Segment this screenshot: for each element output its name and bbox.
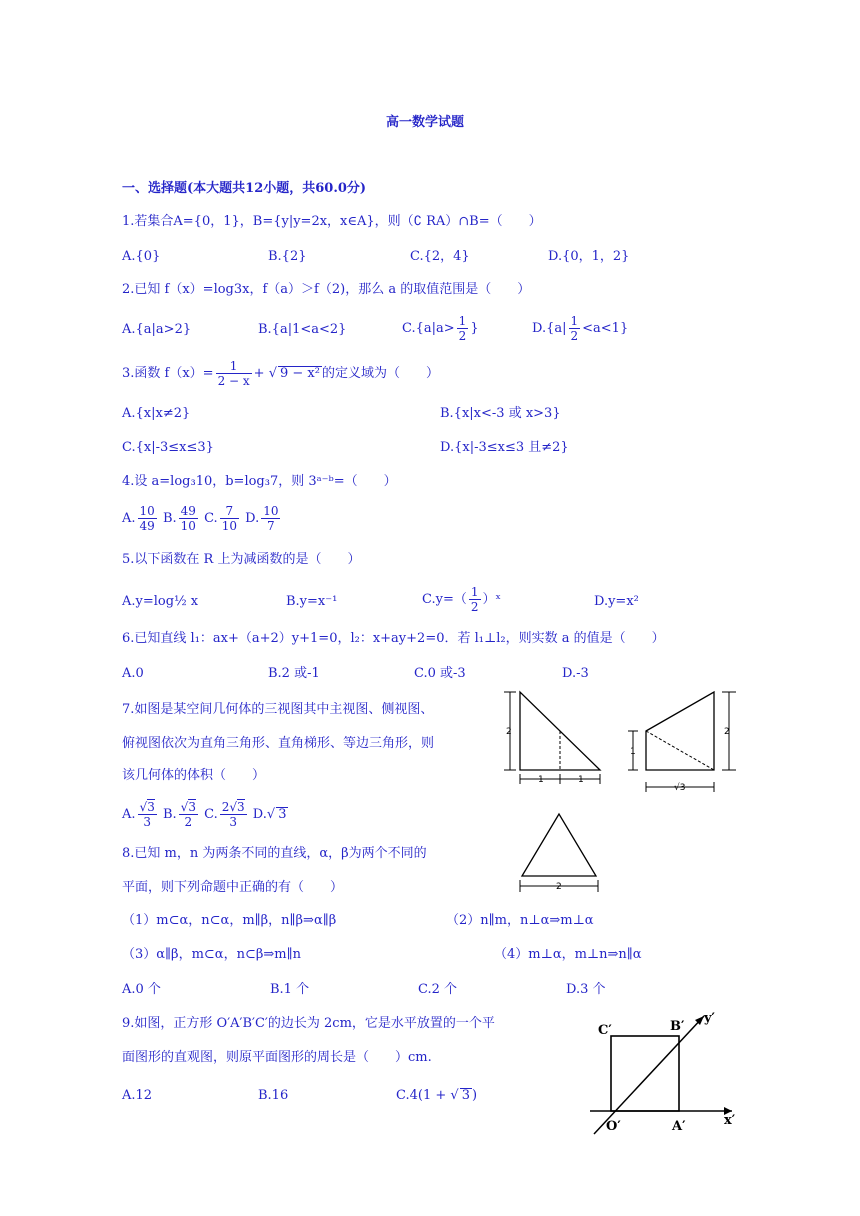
q1-option-c: C.{2，4}: [410, 249, 470, 264]
fraction: $\frac{2√3}{3}$: [221, 800, 245, 829]
fraction: $\frac{10}{49}$: [139, 504, 155, 533]
q8-option-d: D.3 个: [566, 982, 606, 997]
vertex-label-b: B′: [670, 1019, 685, 1034]
sqrt: 3: [278, 807, 287, 822]
q8-option-b: B.1 个: [270, 982, 310, 997]
width-label: 2: [556, 882, 562, 892]
q5-option-b: B.y=x⁻¹: [286, 594, 338, 609]
q6-option-c: C.0 或-3: [414, 666, 466, 681]
height-label: 2: [506, 727, 512, 737]
front-view-figure: [496, 688, 606, 788]
fraction: $\frac{1}{2}$: [470, 585, 479, 614]
q1-option-b: B.{2}: [268, 249, 307, 264]
axis-label-x: x′: [724, 1113, 736, 1128]
fraction: $\frac{1}{2}$: [458, 314, 467, 343]
q6-option-d: D.-3: [562, 666, 589, 681]
q6-option-a: A.0: [122, 666, 144, 681]
question-2-stem: 2.已知 f（x）=log3x，f（a）＞f（2)，那么 a 的取值范围是（ ）: [122, 282, 531, 297]
question-9-line-1: 9.如图，正方形 O′A′B′C′的边长为 2cm，它是水平放置的一个平: [122, 1016, 495, 1031]
question-9-line-2: 面图形的直观图，则原平面图形的周长是（ ）cm.: [122, 1050, 432, 1065]
q3-option-c: C.{x|-3≤x≤3}: [122, 440, 214, 455]
question-6-stem: 6.已知直线 l₁：ax+（a+2）y+1=0，l₂：x+ay+2=0．若 l₁⊥l₂，则实数 a 的值是（ ）: [122, 631, 665, 646]
q8-proposition-2: （2）n∥m，n⊥α⇒m⊥α: [446, 913, 594, 928]
q8-proposition-4: （4）m⊥α，m⊥n⇒n∥α: [494, 947, 642, 962]
page-title: 高一数学试题: [386, 115, 465, 130]
section-heading: 一、选择题(本大题共12小题，共60.0分): [122, 181, 367, 196]
q8-proposition-3: （3）α∥β，m⊂α，n⊂β⇒m∥n: [122, 947, 301, 962]
vertex-label-a: A′: [672, 1119, 686, 1134]
q5-option-c: C.y=（ $\frac{1}{2}$ ）ˣ: [422, 585, 502, 614]
question-1-stem: 1.若集合A={0，1}，B={y|y=2x，x∈A}，则（∁ RA）∩B=（ ）: [122, 214, 542, 229]
width-label: √3: [674, 783, 686, 793]
q3-option-d: D.{x|-3≤x≤3 且≠2}: [440, 440, 569, 455]
vertex-label-o: O′: [606, 1119, 621, 1134]
q9-option-c: C.4(1 + √ 3 ): [396, 1088, 478, 1103]
q2-option-d: D.{a| $\frac{1}{2}$ <a<1}: [532, 314, 629, 343]
q8-option-c: C.2 个: [418, 982, 458, 997]
q7-options: A. $\frac{√3}{3}$ B. $\frac{√3}{2}$ C. $\frac{2√3}{3}$ D.√ 3: [122, 800, 287, 829]
q1-option-d: D.{0，1，2}: [548, 249, 630, 264]
width-label: 1: [578, 775, 584, 785]
width-label: 1: [538, 775, 544, 785]
q8-proposition-1: （1）m⊂α，n⊂α，m∥β，n∥β⇒α∥β: [122, 913, 337, 928]
q9-option-a: A.12: [122, 1088, 153, 1103]
top-view-figure: [514, 812, 604, 894]
question-3-stem: 3.函数 f（x）= $\frac{1}{2 - x}$ + √ 9 − x² 的定义域为（ ）: [122, 359, 439, 388]
q3-option-a: A.{x|x≠2}: [122, 406, 191, 421]
q5-option-a: A.y=log½ x: [122, 594, 199, 609]
height-label: 2: [724, 727, 730, 737]
q2-option-b: B.{a|1<a<2}: [258, 322, 347, 337]
side-view-figure: [622, 688, 747, 798]
question-7-line-1: 7.如图是某空间几何体的三视图其中主视图、侧视图、: [122, 702, 434, 717]
question-7-line-3: 该几何体的体积（ ）: [122, 768, 266, 783]
fraction: $\frac{49}{10}$: [180, 504, 196, 533]
question-5-stem: 5.以下函数在 R 上为减函数的是（ ）: [122, 552, 361, 567]
fraction: $\frac{√3}{3}$: [139, 800, 155, 829]
q4-options: A. $\frac{10}{49}$ B. $\frac{49}{10}$ C. $\frac{7}{10}$ D. $\frac{10}{7}$: [122, 504, 279, 533]
sqrt: 3: [461, 1088, 470, 1103]
question-7-line-2: 俯视图依次为直角三角形、直角梯形、等边三角形，则: [122, 736, 435, 751]
q8-option-a: A.0 个: [122, 982, 161, 997]
height-label: 1: [630, 747, 636, 757]
question-8-line-2: 平面，则下列命题中正确的有（ ）: [122, 880, 344, 895]
q3-option-b: B.{x|x<-3 或 x>3}: [440, 406, 561, 421]
sqrt: 9 − x²: [280, 366, 320, 381]
fraction: $\frac{1}{2}$: [570, 314, 579, 343]
axis-label-y: y′: [704, 1011, 715, 1026]
oblique-square-figure: [584, 1006, 744, 1142]
q2-option-a: A.{a|a>2}: [122, 322, 192, 337]
q6-option-b: B.2 或-1: [268, 666, 320, 681]
fraction: $\frac{10}{7}$: [263, 504, 279, 533]
vertex-label-c: C′: [598, 1023, 612, 1038]
q2-option-c: C.{a|a> $\frac{1}{2}$ }: [402, 314, 479, 343]
q1-option-a: A.{0}: [122, 249, 161, 264]
fraction: $\frac{1}{2 - x}$: [217, 359, 250, 388]
fraction: $\frac{7}{10}$: [221, 504, 237, 533]
fraction: $\frac{√3}{2}$: [180, 800, 196, 829]
q9-option-b: B.16: [258, 1088, 289, 1103]
q5-option-d: D.y=x²: [594, 594, 639, 609]
question-4-stem: 4.设 a=log₃10，b=log₃7，则 3ᵃ⁻ᵇ=（ ）: [122, 474, 397, 489]
question-8-line-1: 8.已知 m，n 为两条不同的直线，α，β为两个不同的: [122, 846, 427, 861]
